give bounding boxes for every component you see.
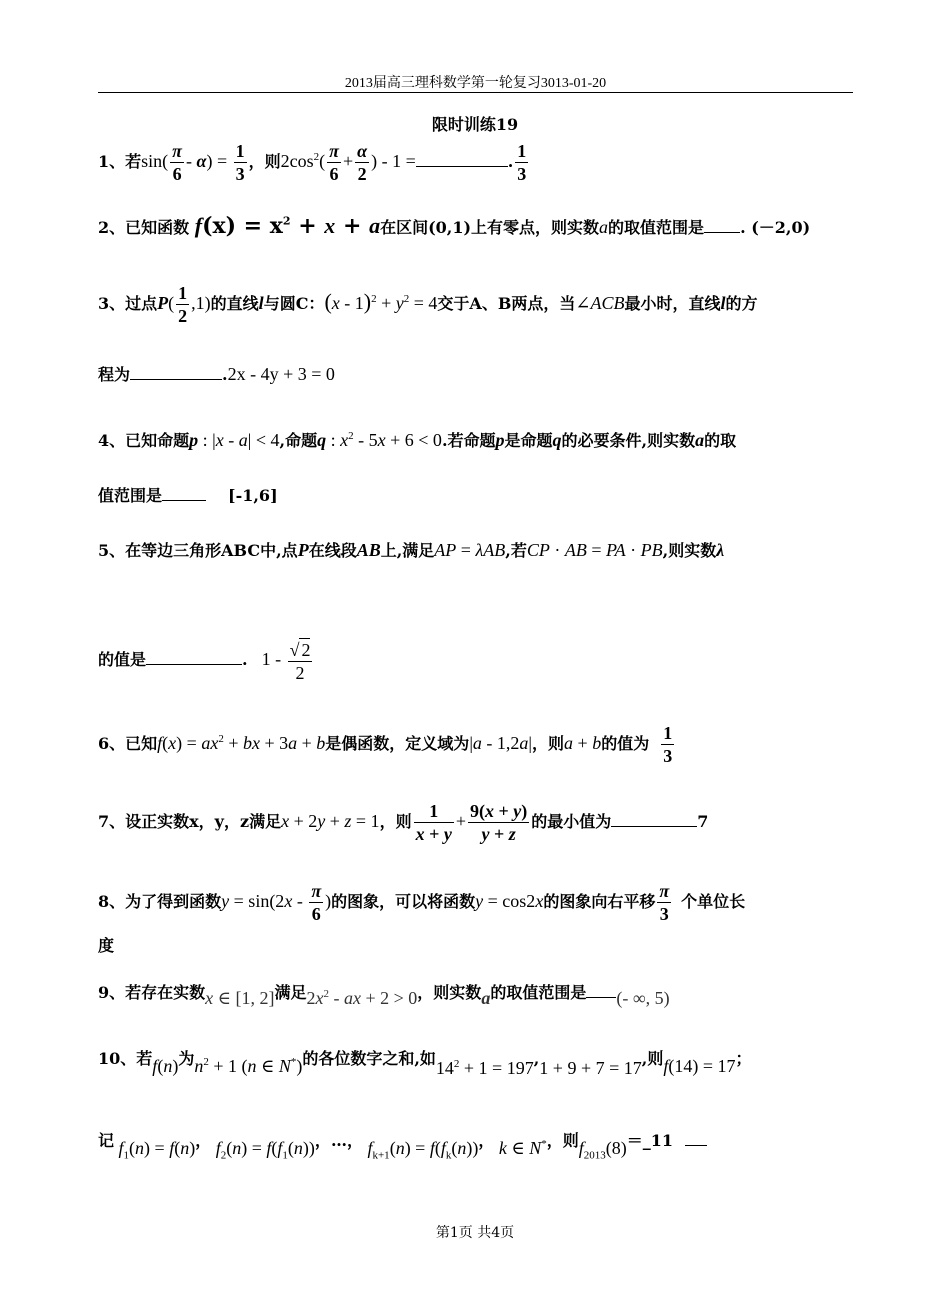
q5-answer: 1 - $\frac{√ 2}{2}$ [261, 640, 311, 683]
question-3: 3、过点P( $\frac{1}{2}$ ,1)的直线l与圆C：$(x - 1)^2 + y^2 = 4$交于A、B两点，当∠ACB最小时，直线l的方 [98, 283, 758, 326]
page-header: 2013届高三理科数学第一轮复习3013-01-20 [344, 76, 607, 91]
q7-answer: 7 [697, 812, 709, 831]
question-5: 5、在等边三角形ABC中,点P在线段AB上,满足AP = λAB,若CP · AB = PA · PB,则实数λ [98, 540, 725, 560]
question-6: 6、已知$f(x) = ax^2$ + bx + 3a + b是偶函数，定义域为|a - 1,2a|，则a + b的值为 $\frac{1}{3}$ [98, 723, 673, 766]
q6-answer: $\frac{1}{3}$ [663, 723, 673, 766]
question-10: 10、若f(n)为$n^2 + 1$ (n ∈ N*)的各位数字之和,如$14^2 + 1 = 197,1 + 9 + 7 = 17$,则f(14) = 17； [98, 1049, 752, 1078]
question-9: 9、若存在实数x ∈ [1, 2]满足$2x^2$ - ax + 2 > 0，则实数a的取值范围是 (- ∞, 5) [98, 983, 670, 1008]
question-1: 1、若sin( $\frac{\pi}{6}$ - α) = $\frac{1}{3}$ ，则$2\cos^2$( $\frac{\pi}{6}$ + $\frac{\alpha}{2}$ ) - 1 = . $\frac{1}{3}$ [98, 141, 527, 184]
question-8-line2: 度 [98, 936, 115, 955]
question-5-line2: 的值是 . 1 - $\frac{√ 2}{2}$ [98, 638, 858, 684]
question-8: 8、为了得到函数y = sin(2x - $\frac{\pi}{6}$ )的图象，可以将函数y = cos2x的图象向右平移 $\frac{\pi}{3}$ 个单位长 [98, 881, 746, 924]
page-footer: 第1页 共4页 [435, 1225, 515, 1241]
q2-answer: (－2,0) [751, 218, 811, 237]
question-4-line2: 值范围是 [-1,6] [98, 486, 278, 505]
question-10-line2: 记 $f_1(n) = f(n)$， $f_2(n) = f(f_1(n))$，…， $f_{k+1}(n) = f(f_k(n))$， k ∈ N*，则$f_{2013}(8)=\_11$ [98, 1128, 858, 1153]
q1-answer: $\frac{1}{3}$ [517, 141, 527, 184]
question-4: 4、已知命题p : |x - a| < 4,命题q : $x^2 - 5x + 6 < 0$.若命题p是命题q的必要条件,则实数a的取 [98, 430, 737, 450]
q4-answer: [-1,6] [228, 486, 278, 505]
q10-answer: ＝_11 [626, 1131, 674, 1150]
q8-answer: $\frac{\pi}{3}$ [659, 881, 670, 924]
header-rule [98, 92, 853, 93]
question-3-line2: 程为 .2x - 4y + 3 = 0 [98, 364, 335, 384]
page-title: 限时训练19 [431, 115, 519, 134]
q9-answer: (- ∞, 5) [616, 988, 670, 1008]
question-2: 2、已知函数 $f(x) = x^2 + x + a$在区间(0,1)上有零点，则实数a的取值范围是 . (－2,0) [98, 213, 811, 239]
q3-answer: 2x - 4y + 3 = 0 [227, 364, 335, 384]
question-7: 7、设正实数x，y，z满足x + 2y + z = 1，则 $\frac{1}{x + y}$ + $\frac{9(x + y)}{y + z}$ 的最小值为 7 [98, 801, 709, 844]
